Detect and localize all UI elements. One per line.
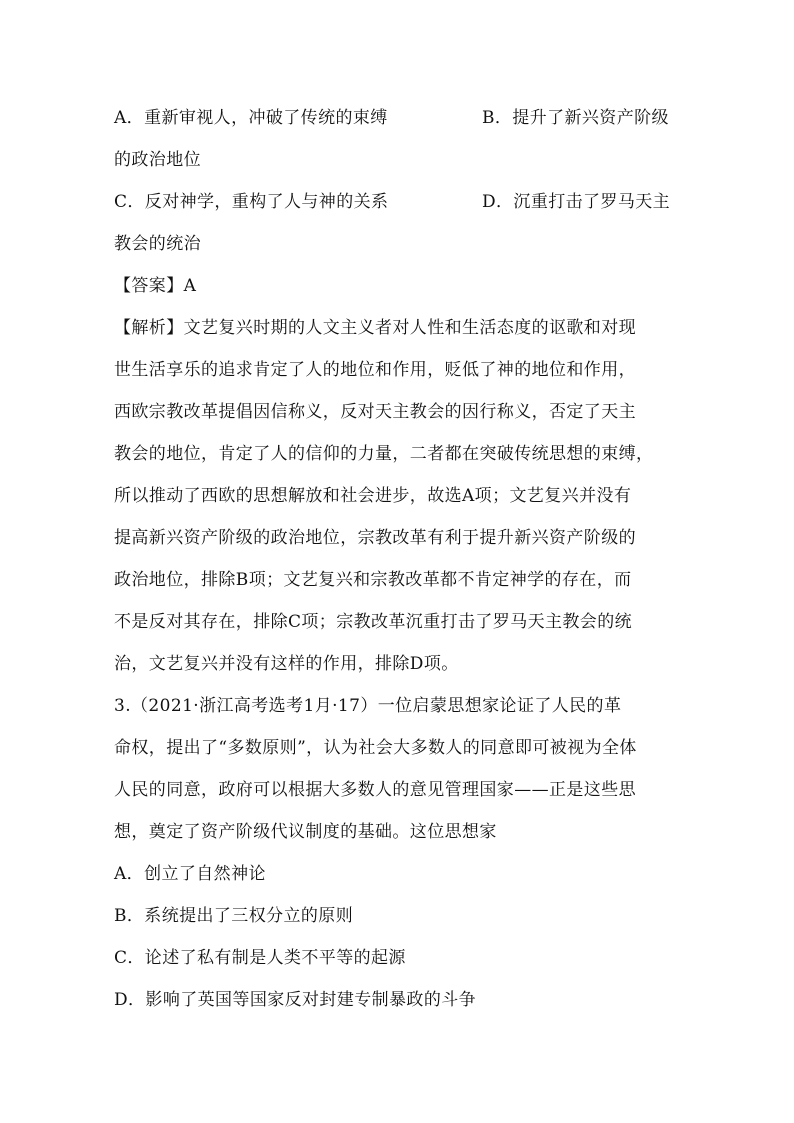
q2-option-d-continued: 教会的统治 (114, 234, 201, 254)
q3-option-b: B．系统提出了三权分立的原则 (114, 906, 354, 926)
q3-option-c: C．论述了私有制是人类不平等的起源 (114, 948, 406, 968)
q3-stem-line: 命权，提出了“多数原则”，认为社会大多数人的同意即可被视为全体 (114, 738, 637, 758)
q2-analysis-line: 西欧宗教改革提倡因信称义，反对天主教会的因行称义，否定了天主 (114, 402, 636, 422)
q2-analysis-line: 所以推动了西欧的思想解放和社会进步，故选A项；文艺复兴并没有 (114, 486, 632, 506)
q3-stem-line: 3.（2021·浙江高考选考1月·17）一位启蒙思想家论证了人民的革 (114, 696, 622, 716)
q3-option-d: D．影响了英国等国家反对封建专制暴政的斗争 (114, 990, 477, 1010)
q2-analysis-line: 世生活享乐的追求肯定了人的地位和作用，贬低了神的地位和作用， (114, 360, 636, 380)
q2-option-a: A．重新审视人，冲破了传统的束缚 (114, 108, 388, 128)
q2-analysis-line: 不是反对其存在，排除C项；宗教改革沉重打击了罗马天主教会的统 (114, 612, 633, 632)
q3-stem-line: 人民的同意，政府可以根据大多数人的意见管理国家——正是这些思 (114, 780, 636, 800)
q3-stem-line: 想，奠定了资产阶级代议制度的基础。这位思想家 (114, 822, 497, 842)
q2-analysis-line: 提高新兴资产阶级的政治地位，宗教改革有利于提升新兴资产阶级的 (114, 528, 636, 548)
q2-option-d: D．沉重打击了罗马天主 (482, 192, 671, 212)
q2-analysis-line: 治，文艺复兴并没有这样的作用，排除D项。 (114, 654, 459, 674)
q3-option-a: A．创立了自然神论 (114, 864, 266, 884)
q2-option-b-continued: 的政治地位 (114, 150, 201, 170)
q2-analysis-line: 【解析】文艺复兴时期的人文主义者对人性和生活态度的讴歌和对现 (114, 318, 636, 338)
q2-analysis-line: 教会的地位，肯定了人的信仰的力量，二者都在突破传统思想的束缚， (114, 444, 654, 464)
q2-option-c: C．反对神学，重构了人与神的关系 (114, 192, 389, 212)
q2-option-b: B．提升了新兴资产阶级 (482, 108, 669, 128)
q2-answer: 【答案】A (114, 276, 197, 296)
q2-analysis-line: 政治地位，排除B项；文艺复兴和宗教改革都不肯定神学的存在，而 (114, 570, 632, 590)
